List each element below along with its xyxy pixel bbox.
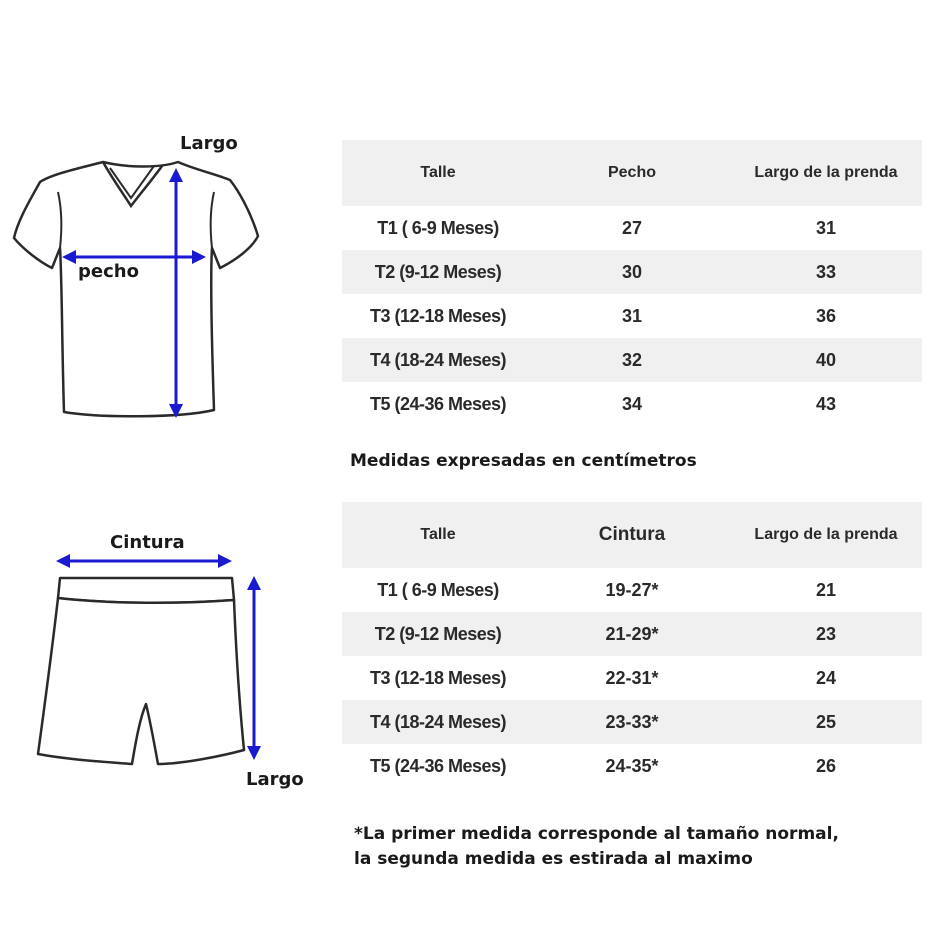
cell-cintura: 22-31* — [605, 667, 659, 688]
shorts-size-table — [342, 502, 922, 788]
header-largo: Largo de la prenda — [730, 502, 922, 568]
shirt-largo-label: Largo — [180, 133, 238, 154]
table-header-row — [342, 140, 922, 206]
cell-talle: T2 (9-12 Meses) — [342, 250, 534, 294]
cell-pecho: 30 — [534, 250, 730, 294]
cell-talle: T5 (24-36 Meses) — [369, 393, 507, 414]
table-row — [342, 382, 922, 426]
table-row — [342, 700, 922, 744]
shorts-cintura-label: Cintura — [110, 532, 185, 553]
shirt-size-table — [342, 140, 922, 426]
shorts-outline — [38, 598, 244, 764]
cell-cintura: 19-27* — [605, 579, 659, 600]
table-row — [342, 744, 922, 788]
table-row — [342, 656, 922, 700]
shirt-illustration — [0, 120, 330, 430]
shorts-largo-label: Largo — [246, 769, 304, 790]
cell-largo: 43 — [815, 393, 837, 414]
table-row — [342, 250, 922, 294]
cell-cintura: 23-33* — [534, 700, 730, 744]
header-talle: Talle — [342, 140, 534, 206]
table-row — [342, 612, 922, 656]
table-header-row — [342, 502, 922, 568]
shorts-largo-arrow — [247, 576, 261, 760]
cell-largo: 26 — [815, 755, 837, 776]
header-talle: Talle — [342, 502, 534, 568]
cell-talle: T5 (24-36 Meses) — [369, 755, 507, 776]
cell-largo: 24 — [815, 667, 837, 688]
cell-talle: T2 (9-12 Meses) — [342, 612, 534, 656]
cell-largo: 23 — [730, 612, 922, 656]
header-cintura: Cintura — [534, 502, 730, 568]
cell-pecho: 34 — [621, 393, 643, 414]
cell-pecho: 32 — [534, 338, 730, 382]
shorts-illustration — [0, 520, 330, 810]
cell-pecho: 27 — [621, 217, 643, 238]
footnote — [354, 822, 839, 872]
cell-largo: 40 — [730, 338, 922, 382]
shirt-diagram — [0, 120, 330, 430]
shorts-waistband — [58, 578, 234, 603]
table-row — [342, 568, 922, 612]
header-pecho: Pecho — [534, 140, 730, 206]
cintura-arrow — [56, 554, 232, 568]
cell-largo: 25 — [730, 700, 922, 744]
cell-talle: T1 ( 6-9 Meses) — [377, 579, 499, 600]
cell-talle: T4 (18-24 Meses) — [342, 700, 534, 744]
table-row — [342, 206, 922, 250]
table-row — [342, 338, 922, 382]
cell-cintura: 21-29* — [534, 612, 730, 656]
shirt-pecho-label: pecho — [78, 261, 139, 282]
table-row — [342, 294, 922, 338]
cell-largo: 33 — [730, 250, 922, 294]
cell-talle: T4 (18-24 Meses) — [342, 338, 534, 382]
footnote-line-2: la segunda medida es estirada al maximo — [354, 849, 753, 869]
cell-largo: 36 — [815, 305, 837, 326]
cell-pecho: 31 — [621, 305, 643, 326]
cell-talle: T1 ( 6-9 Meses) — [377, 217, 499, 238]
cell-talle: T3 (12-18 Meses) — [369, 667, 507, 688]
cell-largo: 21 — [815, 579, 837, 600]
units-note: Medidas expresadas en centímetros — [350, 451, 697, 471]
cell-talle: T3 (12-18 Meses) — [369, 305, 507, 326]
cell-largo: 31 — [815, 217, 837, 238]
cell-cintura: 24-35* — [605, 755, 659, 776]
shorts-diagram — [0, 520, 330, 810]
header-largo: Largo de la prenda — [730, 140, 922, 206]
footnote-line-1: *La primer medida corresponde al tamaño normal, — [354, 824, 839, 844]
